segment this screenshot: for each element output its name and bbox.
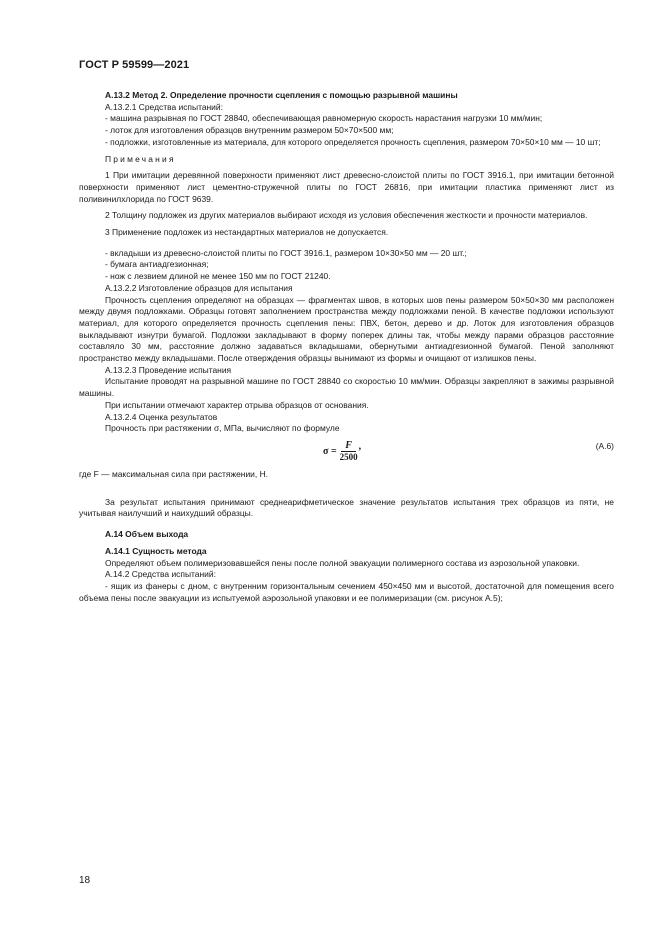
- note-1: 1 При имитации деревянной поверхности применяют лист древесно-слоистой плиты по ГОСТ 3916.1, при имитации бетонной поверхности применяют лист цементно-стружечной плиты по ГОСТ 26816, при имитации пластика применяют лист из поливинилхлорида по ГОСТ 9639.: [79, 170, 614, 204]
- note-3: 3 Применение подложек из нестандартных материалов не допускается.: [105, 227, 389, 238]
- subsection-title-a13-2-1: А.13.2.1 Средства испытаний:: [105, 101, 223, 112]
- section-title-a13-2: А.13.2 Метод 2. Определение прочности сцепления с помощью разрывной машины: [105, 90, 458, 100]
- paragraph: При испытании отмечают характер отрыва образцов от основания.: [105, 399, 369, 410]
- paragraph: Прочность при растяжении σ, МПа, вычисляют по формуле: [105, 423, 340, 434]
- equation-number: (А.6): [595, 440, 614, 451]
- subsection-title-a14-2: А.14.2 Средства испытаний:: [105, 569, 216, 580]
- formula-fraction: [340, 440, 358, 463]
- subsection-title-a13-2-3: А.13.2.3 Проведение испытания: [105, 364, 232, 375]
- subsection-title-a13-2-4: А.13.2.4 Оценка результатов: [105, 411, 218, 422]
- document-header: ГОСТ Р 59599—2021: [79, 59, 190, 71]
- page-number: 18: [79, 875, 91, 886]
- paragraph: Определяют объем полимеризовавшейся пены после полной эвакуации полимерного состава из аэрозольной упаковки.: [105, 557, 580, 568]
- paragraph: Испытание проводят на разрывной машине по ГОСТ 28840 со скоростью 10 мм/мин. Образцы закрепляют в зажимы разрывной машины.: [79, 376, 614, 399]
- note-2: 2 Толщину подложек из других материалов выбирают исходя из условия обеспечения жесткости и прочности материалов.: [105, 210, 588, 221]
- formula-denominator: 2500: [339, 451, 358, 462]
- list-item: - вкладыши из древесно-слоистой плиты по ГОСТ 3916.1, размером 10×30×50 мм — 20 шт.;: [105, 247, 467, 258]
- formula-numerator: F: [341, 440, 356, 452]
- formula-explanation: где F — максимальная сила при растяжении, Н.: [79, 468, 269, 479]
- list-item: - подложки, изготовленные из материала, для которого определяется прочность сцепления, размером 70×50×10 мм — 10 шт;: [105, 136, 601, 147]
- document-body: [79, 90, 614, 604]
- subsection-title-a14-1: А.14.1 Сущность метода: [105, 545, 207, 556]
- formula-comma: ,: [358, 441, 362, 453]
- list-item: - машина разрывная по ГОСТ 28840, обеспечивающая равномерную скорость нарастания нагрузки 10 мм/мин;: [105, 113, 543, 124]
- paragraph: Прочность сцепления определяют на образцах — фрагментах швов, в которых шов пены размером 50×50×30 мм расположен между двумя подложками. Образцы готовят заполнением пространства между подложками пеной. В качестве подложки используют материал, для которого определяется прочность сцепления пены: ПВХ, бетон, дерево и др. Лоток для изготовления образцов выкладывают изнутри бумагой. Подложки закладывают в форму поперек длины так, чтобы между парами образцов расстояние составляло 30 мм, расстояние должно задаваться вкладышами, обернутыми антиадгезионной бумагой. Пеной заполняют пространство между вкладышами. После отверждения образцы вынимают из формы и очищают от излишков пены.: [79, 294, 614, 364]
- notes-label: Примечания: [105, 153, 176, 164]
- formula-a6: [79, 439, 614, 465]
- formula-lhs: σ =: [323, 445, 337, 457]
- list-item: - ящик из фанеры с дном, с внутренним горизонтальным сечением 450×450 мм и высотой, достаточной для помещения всего объема пены после эвакуации из испытуемой аэрозольной упаковки и ее полимеризации (см. рисунок А.5);: [79, 580, 614, 603]
- subsection-title-a13-2-2: А.13.2.2 Изготовление образцов для испытания: [105, 282, 293, 293]
- list-item: - бумага антиадгезионная;: [105, 259, 209, 270]
- formula-expression: [323, 440, 361, 463]
- paragraph: За результат испытания принимают среднеарифметическое значение результатов испытания трех образцов из пяти, не учитывая наилучший и наихудший образцы.: [79, 496, 614, 519]
- list-item: - нож с лезвием длиной не менее 150 мм по ГОСТ 21240.: [105, 271, 331, 282]
- section-title-a14: А.14 Объем выхода: [105, 529, 189, 540]
- list-item: - лоток для изготовления образцов внутренним размером 50×70×500 мм;: [105, 125, 394, 136]
